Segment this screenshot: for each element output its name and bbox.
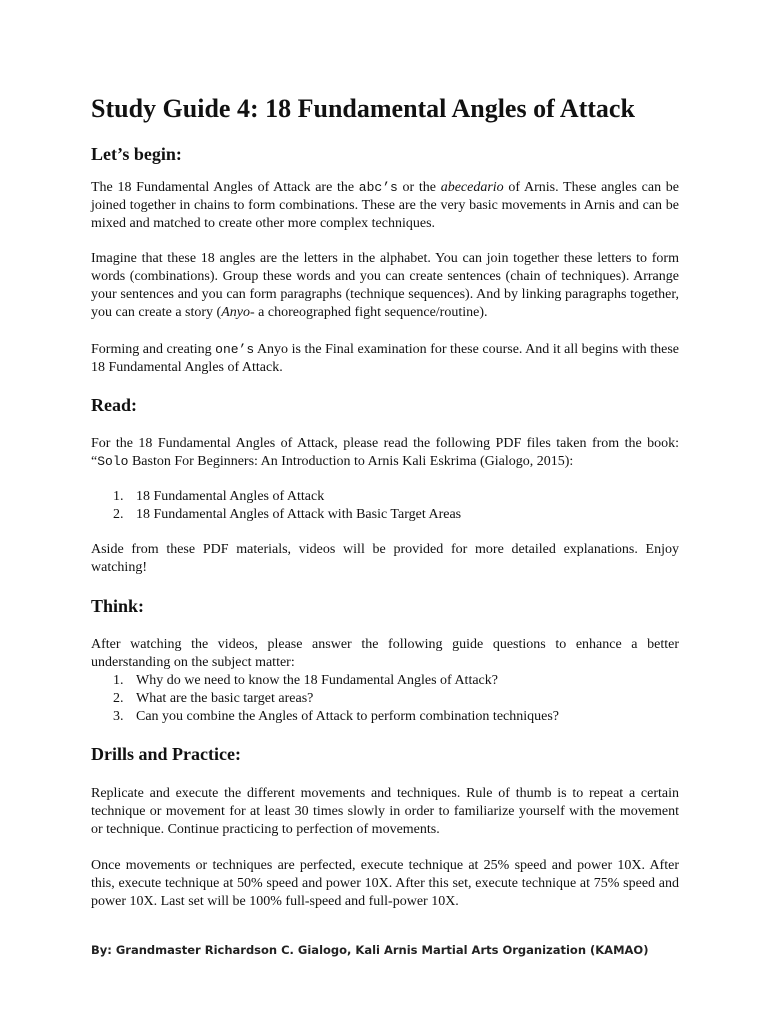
paragraph-think-intro: After watching the videos, please answer the following guide questions to enhance a better understanding on the subject matter: [91,637,679,670]
text-run: or the [397,180,441,195]
heading-drills: Drills and Practice: [91,744,241,764]
paragraph-speed-sets: Once movements or techniques are perfected, execute technique at 25% speed and power 10X. After this, execute technique at 50% speed and power 10X. After this set, execute technique at 75% speed and power 10X. Last set will be 100% full-speed and full-power 10X. [91,858,679,909]
text-run-mono: Solo [97,454,129,469]
text-run: The 18 Fundamental Angles of Attack are the [91,180,359,195]
paragraph-intro [91,179,679,233]
text-run: Imagine that these 18 angles are the letters in the alphabet. You can join together these letters to form words (combinations). Group these words and you can create sentences (chain of techniques). Arrange your sentences and you can form paragraphs (technique sequences). And by linking paragraphs together, you can create a story ( [91,251,679,320]
list-number: 2. [113,691,124,706]
page-title: Study Guide 4: 18 Fundamental Angles of Attack [91,94,635,123]
footer-author: By: Grandmaster Richardson C. Gialogo, Kali Arnis Martial Arts Organization (KAMAO) [91,943,649,957]
list-item-text: Why do we need to know the 18 Fundamental Angles of Attack? [136,673,498,688]
text-run: For the 18 Fundamental Angles of Attack, please read the following PDF files taken from the book: “ [91,436,679,469]
text-run: of Arnis. These angles can be joined together in chains to form combinations. These are the very basic movements in Arnis and can be mixed and matched to create other more complex techniques. [91,180,679,231]
list-item [91,690,679,708]
read-list [91,488,679,524]
list-number: 1. [113,489,124,504]
paragraph-anyo [91,341,679,377]
text-run: Anyo is the Final examination for these course. And it all begins with these 18 Fundamental Angles of Attack. [91,342,679,375]
list-item-text: 18 Fundamental Angles of Attack with Basic Target Areas [136,507,462,522]
list-number: 3. [113,709,124,724]
list-item-text: What are the basic target areas? [136,691,314,706]
list-item-text: 18 Fundamental Angles of Attack [136,489,325,504]
list-item [91,488,679,506]
text-run: Forming and creating [91,342,216,357]
list-number: 2. [113,507,124,522]
list-number: 1. [113,673,124,688]
list-item [91,708,679,726]
list-item [91,672,679,690]
heading-lets-begin: Let’s begin: [91,144,182,164]
list-item [91,506,679,524]
think-list [91,672,679,726]
text-run-italic: Anyo [221,305,250,320]
heading-read: Read: [91,395,137,415]
paragraph-drills: Replicate and execute the different movements and techniques. Rule of thumb is to repeat a certain technique or movement for at least 30 times slowly in order to familiarize yourself with the movement or technique. Continue practicing to perfection of movements. [91,786,679,837]
paragraph-videos: Aside from these PDF materials, videos will be provided for more detailed explanations. Enjoy watching! [91,542,679,575]
paragraph-read-intro [91,435,679,471]
text-run: Baston For Beginners: An Introduction to Arnis Kali Eskrima (Gialogo, 2015): [128,454,574,469]
text-run: - a choreographed fight sequence/routine). [249,305,488,320]
list-item-text: Can you combine the Angles of Attack to perform combination techniques? [136,709,560,724]
heading-think: Think: [91,596,145,616]
paragraph-alphabet [91,250,679,322]
text-run-mono: one’s [215,342,255,357]
text-run-mono: abc’s [358,180,398,195]
text-run-italic: abecedario [440,180,504,195]
